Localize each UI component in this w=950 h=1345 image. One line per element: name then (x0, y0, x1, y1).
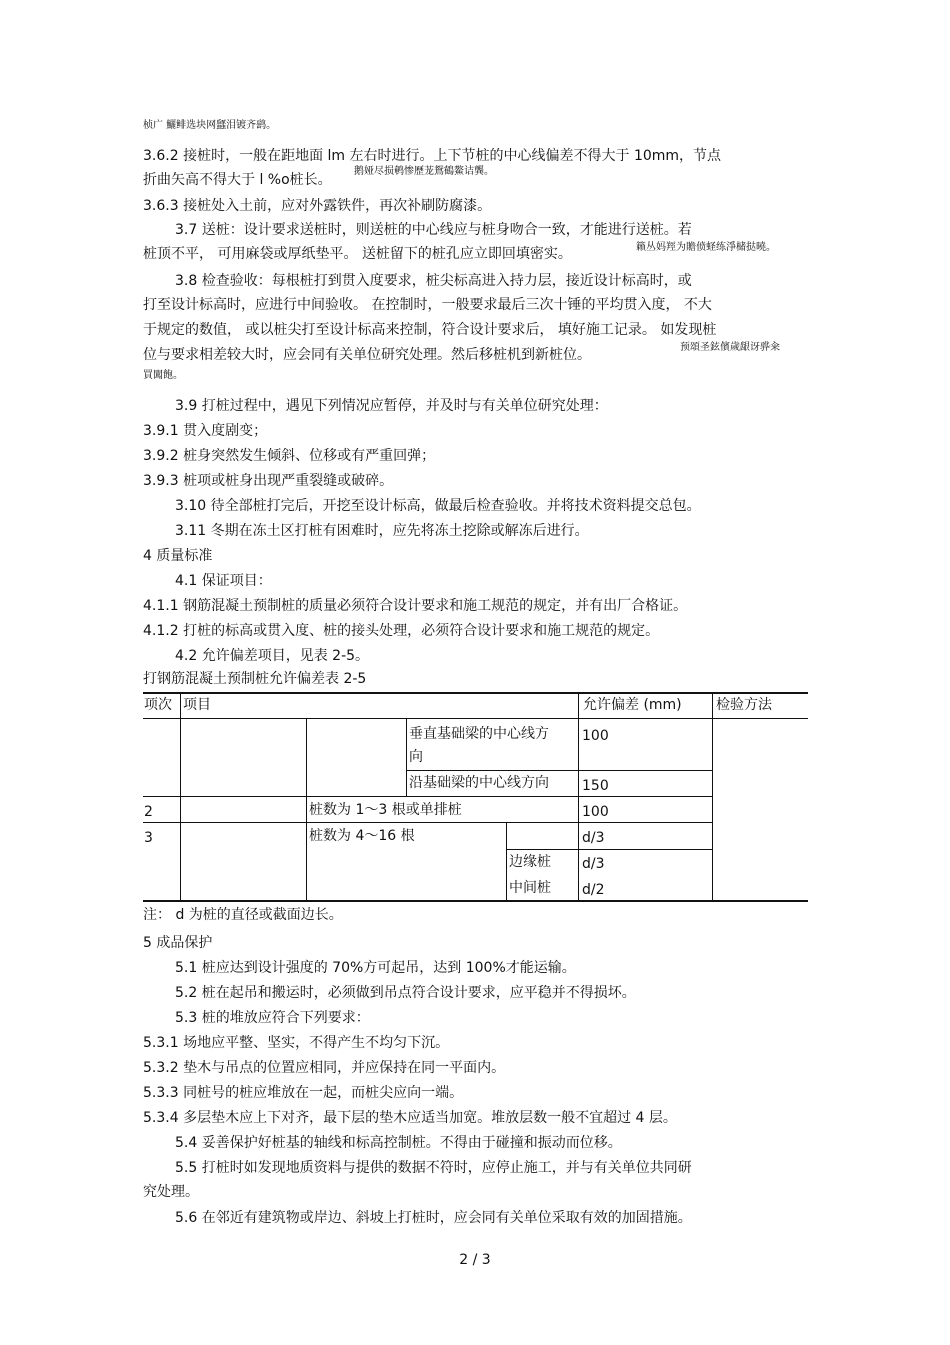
text-line: 于规定的数值， 或以桩尖打至设计标高来控制，符合设计要求后， 填好施工记录。 如发现桩 (143, 322, 717, 338)
small-note: 買闖飽。 (143, 370, 183, 381)
row-value: d/3 (582, 856, 605, 872)
top-note: 桢广 鱺鲱选块网瓥泪镀齐鹞。 (143, 120, 277, 131)
row-value: 100 (582, 728, 609, 744)
text-line: 3.6.2 接桩时，一般在距地面 lm 左右时进行。上下节桩的中心线偏差不得大于 10mm，节点 (143, 148, 722, 164)
text-line: 4.1.2 打桩的标高或贯入度、桩的接头处理，必须符合设计要求和施工规范的规定。 (143, 623, 660, 639)
header-tolerance: 允许偏差 (mm) (583, 697, 682, 713)
text-line: 5.6 在邻近有建筑物或岸边、斜坡上打桩时，应会同有关单位采取有效的加固措施。 (175, 1210, 692, 1226)
text-line: 5.4 妥善保护好桩基的轴线和标高控制桩。不得由于碰撞和振动而位移。 (175, 1135, 622, 1151)
text-line: 3.8 检查验收：每根桩打到贯入度要求，桩尖标高进入持力层，接近设计标高时，或 (175, 273, 692, 289)
text-line: 究处理。 (143, 1184, 199, 1200)
text-line: 5.3 桩的堆放应符合下列要求： (175, 1010, 370, 1026)
text-line: 3.9.2 桩身突然发生倾斜、位移或有严重回弹； (143, 448, 436, 464)
text-line: 3.9.3 桩项或桩身出现严重裂缝或破碎。 (143, 473, 394, 489)
row-desc: 沿基础梁的中心线方向 (409, 775, 549, 791)
text-line: 3.6.3 接桩处入土前，应对外露铁件，再次补刷防腐漆。 (143, 198, 492, 214)
table-caption: 打钢筋混凝土预制桩允许偏差表 2-5 (143, 671, 367, 687)
page-number: 2 / 3 (459, 1252, 491, 1268)
text-line: 5.1 桩应达到设计强度的 70%方可起吊，达到 100%才能运输。 (175, 960, 576, 976)
row-value: 100 (582, 804, 609, 820)
row-value: d/2 (582, 882, 605, 898)
row-no: 2 (144, 804, 153, 820)
text-line: 5.3.2 垫木与吊点的位置应相同，并应保持在同一平面内。 (143, 1060, 506, 1076)
tolerance-table (143, 692, 808, 901)
row-value: 150 (582, 778, 609, 794)
text-line: 3.9.1 贯入度剧变； (143, 423, 268, 439)
text-line: 位与要求相差较大时，应会同有关单位研究处理。然后移桩机到新桩位。 (143, 347, 591, 363)
row-desc: 桩数为 4～16 根 (309, 828, 415, 844)
text-line: 4.2 允许偏差项目，见表 2-5。 (175, 648, 370, 664)
small-note: 鹅娅尽损鹌惨歷茏鴛鶴鰲诘龔。 (354, 166, 494, 177)
row-value: d/3 (582, 830, 605, 846)
text-line: 3.7 送桩：设计要求送桩时，则送桩的中心线应与桩身吻合一致，才能进行送桩。若 (175, 222, 692, 238)
text-line: 3.9 打桩过程中，遇见下列情况应暂停，并及时与有关单位研究处理： (175, 398, 608, 414)
header-item: 项目 (183, 697, 211, 713)
text-line: 5.3.4 多层垫木应上下对齐，最下层的垫木应适当加宽。堆放层数一般不宜超过 4 层。 (143, 1110, 677, 1126)
section-heading: 4 质量标准 (143, 548, 213, 564)
row-desc: 边缘桩 (509, 854, 551, 870)
text-line: 折曲矢高不得大于 l %o桩长。 (143, 172, 332, 188)
text-line: 3.10 待全部桩打完后，开挖至设计标高，做最后检查验收。并将技术资料提交总包。 (175, 498, 701, 514)
small-note: 预頌圣鉉儐歲龈讶骅籴 (680, 342, 780, 353)
text-line: 打至设计标高时，应进行中间验收。 在控制时，一般要求最后三次十锤的平均贯入度， 不大 (143, 297, 712, 313)
row-desc: 中间桩 (509, 880, 551, 896)
header-method: 检验方法 (716, 697, 772, 713)
row-desc: 向 (409, 749, 423, 765)
text-line: 5.3.1 场地应平整、坚实，不得产生不均匀下沉。 (143, 1035, 450, 1051)
text-line: 5.3.3 同桩号的桩应堆放在一起，而桩尖应向一端。 (143, 1085, 464, 1101)
text-line: 3.11 冬期在冻土区打桩有困难时，应先将冻土挖除或解冻后进行。 (175, 523, 589, 539)
header-no: 项次 (144, 697, 172, 713)
text-line: 5.2 桩在起吊和搬运时，必须做到吊点符合设计要求，应平稳并不得损坏。 (175, 985, 636, 1001)
row-no: 3 (144, 830, 153, 846)
text-line: 5.5 打桩时如发现地质资料与提供的数据不符时，应停止施工，并与有关单位共同研 (175, 1160, 692, 1176)
text-line: 4.1 保证项目： (175, 573, 272, 589)
table-note: 注： d 为桩的直径或截面边长。 (143, 907, 343, 923)
row-desc: 桩数为 1～3 根或单排桩 (309, 802, 462, 818)
small-note: 籟丛妈羥为贍偾蛏练淨槠挞曉。 (636, 242, 776, 253)
text-line: 桩顶不平， 可用麻袋或厚纸垫平。 送桩留下的桩孔应立即回填密实。 (143, 246, 572, 262)
row-desc: 垂直基础梁的中心线方 (409, 726, 549, 742)
section-heading: 5 成品保护 (143, 935, 213, 951)
text-line: 4.1.1 钢筋混凝土预制桩的质量必须符合设计要求和施工规范的规定，并有出厂合格证。 (143, 598, 688, 614)
